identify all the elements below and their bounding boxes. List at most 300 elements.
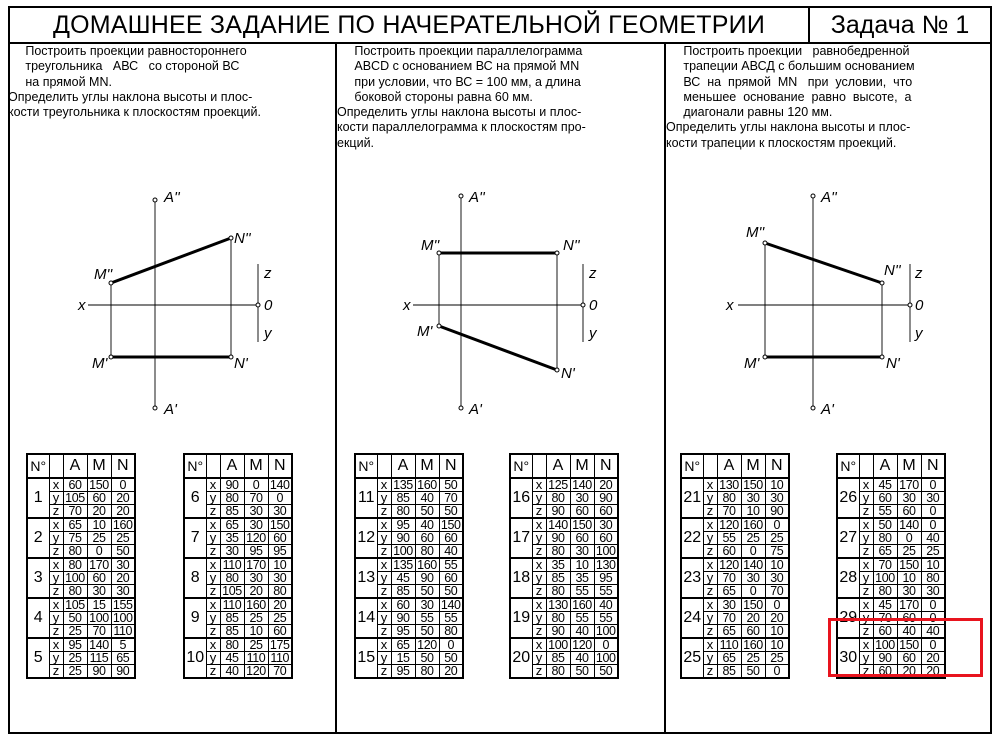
coordinate-value: 40 (570, 625, 594, 639)
coordinate-value: 30 (570, 545, 594, 559)
coordinate-value: 20 (594, 478, 618, 492)
coordinate-value: 25 (87, 532, 111, 545)
coordinate-value: 70 (717, 572, 741, 585)
axis-label: z (859, 585, 873, 599)
coordinate-value: 30 (594, 518, 618, 532)
coordinate-value: 120 (570, 638, 594, 652)
axis-label: y (206, 652, 220, 665)
column-header-axis (49, 454, 63, 478)
coordinate-value: 100 (63, 572, 87, 585)
coordinate-value: 60 (268, 532, 292, 545)
point-n-front (555, 251, 559, 255)
column-header-n: N (268, 454, 292, 478)
table-row (510, 558, 618, 572)
coordinate-value: 60 (87, 492, 111, 505)
table-row (27, 598, 135, 612)
label-z: z (915, 265, 923, 282)
coordinate-value: 85 (546, 652, 570, 665)
coordinate-value: 160 (570, 598, 594, 612)
axis-label: x (206, 558, 220, 572)
coordinate-value: 30 (220, 545, 244, 559)
point-a-top (459, 406, 463, 410)
variant-number: 20 (510, 638, 532, 678)
coordinate-value: 110 (111, 625, 135, 639)
axis-label: y (703, 572, 717, 585)
coordinate-value: 30 (741, 572, 765, 585)
coordinate-value: 85 (220, 612, 244, 625)
coordinate-value: 100 (873, 638, 897, 652)
variant-number: 26 (837, 478, 859, 518)
axis-label: z (532, 625, 546, 639)
coordinate-value: 50 (415, 625, 439, 639)
variant-number: 11 (355, 478, 377, 518)
coordinate-value: 70 (717, 612, 741, 625)
coordinate-value: 90 (546, 625, 570, 639)
coordinate-value: 25 (63, 625, 87, 639)
axis-label: y (49, 652, 63, 665)
coordinate-value: 60 (897, 652, 921, 665)
axis-label: y (859, 532, 873, 545)
table-row (837, 638, 945, 652)
coordinate-value: 25 (921, 545, 945, 559)
label-m2: M'' (421, 237, 440, 254)
label-origin: 0 (264, 297, 273, 314)
coordinate-value: 50 (63, 612, 87, 625)
segment-mn-front (765, 243, 882, 283)
axis-label: z (377, 505, 391, 519)
coordinate-value: 160 (741, 518, 765, 532)
label-m1: M' (92, 355, 108, 372)
column-header-number: N° (355, 454, 377, 478)
coordinate-value: 40 (439, 545, 463, 559)
coordinate-value: 45 (873, 598, 897, 612)
point-n-front (229, 236, 233, 240)
coordinate-value: 120 (717, 518, 741, 532)
coordinate-value: 30 (897, 492, 921, 505)
variants-table (183, 453, 293, 679)
point-a-top (153, 406, 157, 410)
coordinate-value: 90 (415, 572, 439, 585)
coordinate-value: 15 (391, 652, 415, 665)
coordinate-value: 70 (873, 558, 897, 572)
coordinate-value: 0 (921, 518, 945, 532)
coordinate-value: 0 (268, 492, 292, 505)
coordinate-value: 130 (594, 558, 618, 572)
table-row (681, 638, 789, 652)
coordinate-value: 0 (111, 478, 135, 492)
coordinate-value: 65 (873, 545, 897, 559)
coordinate-value: 20 (268, 598, 292, 612)
coordinate-value: 70 (87, 625, 111, 639)
coordinate-value: 80 (546, 585, 570, 599)
coordinate-value: 55 (439, 612, 463, 625)
axis-label: x (859, 558, 873, 572)
label-x: x (726, 297, 734, 314)
coordinate-value: 30 (717, 598, 741, 612)
variant-number: 21 (681, 478, 703, 518)
coordinate-value: 50 (415, 652, 439, 665)
label-a2: A'' (469, 189, 485, 206)
coordinate-value: 40 (594, 598, 618, 612)
coordinate-value: 20 (439, 665, 463, 679)
coordinate-value: 85 (391, 585, 415, 599)
table-row (355, 478, 463, 492)
variant-number: 3 (27, 558, 49, 598)
variants-table (354, 453, 464, 679)
origin-point (908, 303, 912, 307)
coordinate-value: 130 (546, 598, 570, 612)
coordinate-value: 30 (244, 518, 268, 532)
variant-number: 27 (837, 518, 859, 558)
coordinate-value: 95 (391, 665, 415, 679)
axis-label: y (206, 572, 220, 585)
variants-table (836, 453, 946, 679)
coordinate-value: 170 (244, 558, 268, 572)
coordinate-value: 60 (873, 492, 897, 505)
axis-label: y (377, 572, 391, 585)
coordinate-value: 30 (897, 585, 921, 599)
axis-label: x (703, 638, 717, 652)
coordinate-value: 25 (244, 612, 268, 625)
axis-label: z (206, 625, 220, 639)
coordinate-value: 60 (439, 532, 463, 545)
variant-number: 13 (355, 558, 377, 598)
coordinate-value: 20 (765, 612, 789, 625)
coordinate-value: 30 (111, 558, 135, 572)
coordinate-value: 65 (391, 638, 415, 652)
axis-label: y (206, 492, 220, 505)
coordinate-value: 140 (546, 518, 570, 532)
axis-label: z (377, 545, 391, 559)
label-n1: N' (886, 355, 900, 372)
axis-label: y (703, 532, 717, 545)
label-x: x (78, 297, 86, 314)
table-row (27, 558, 135, 572)
coordinate-value: 25 (268, 612, 292, 625)
coordinate-value: 90 (594, 492, 618, 505)
variants-table (509, 453, 619, 679)
column-header-a: A (63, 454, 87, 478)
axis-label: x (206, 478, 220, 492)
coordinate-value: 90 (546, 532, 570, 545)
coordinate-value: 80 (873, 585, 897, 599)
coordinate-value: 50 (439, 478, 463, 492)
segment-mn-top (439, 326, 557, 370)
variant-number: 5 (27, 638, 49, 678)
coordinate-value: 160 (111, 518, 135, 532)
coordinate-value: 10 (268, 558, 292, 572)
variant-number: 9 (184, 598, 206, 638)
coordinate-value: 60 (897, 612, 921, 625)
coordinate-value: 140 (897, 518, 921, 532)
point-m-top (437, 324, 441, 328)
coordinate-value: 80 (415, 665, 439, 679)
axis-label: x (532, 638, 546, 652)
point-n-front (880, 281, 884, 285)
coordinate-value: 80 (439, 625, 463, 639)
coordinate-value: 0 (87, 545, 111, 559)
axis-label: x (377, 558, 391, 572)
table-row (355, 558, 463, 572)
axis-label: x (377, 598, 391, 612)
label-a1: A' (469, 401, 482, 418)
coordinate-value: 95 (63, 638, 87, 652)
label-z: z (264, 265, 272, 282)
axis-label: z (49, 585, 63, 599)
coordinate-value: 0 (921, 505, 945, 519)
coordinate-value: 105 (63, 598, 87, 612)
coordinate-value: 10 (897, 572, 921, 585)
coordinate-value: 55 (439, 558, 463, 572)
variant-number: 4 (27, 598, 49, 638)
column-header-m: M (897, 454, 921, 478)
point-a-front (459, 194, 463, 198)
axis-label: y (377, 612, 391, 625)
table-row (510, 478, 618, 492)
label-y: y (589, 325, 597, 342)
coordinate-value: 10 (765, 625, 789, 639)
coordinate-value: 155 (111, 598, 135, 612)
axis-label: x (49, 638, 63, 652)
point-m-top (763, 355, 767, 359)
coordinate-value: 55 (873, 505, 897, 519)
coordinate-value: 110 (268, 652, 292, 665)
axis-label: z (49, 545, 63, 559)
coordinate-value: 25 (765, 652, 789, 665)
coordinate-value: 80 (391, 505, 415, 519)
coordinate-value: 30 (111, 585, 135, 599)
coordinate-value: 0 (439, 638, 463, 652)
coordinate-value: 50 (415, 585, 439, 599)
coordinate-value: 65 (63, 518, 87, 532)
coordinate-value: 65 (717, 625, 741, 639)
coordinate-value: 85 (220, 505, 244, 519)
coordinate-value: 5 (111, 638, 135, 652)
axis-label: z (49, 625, 63, 639)
coordinate-value: 60 (741, 625, 765, 639)
axis-label: y (859, 492, 873, 505)
table-row (355, 598, 463, 612)
axis-label: x (49, 598, 63, 612)
coordinate-value: 20 (921, 652, 945, 665)
column-header-number: N° (27, 454, 49, 478)
coordinate-value: 85 (717, 665, 741, 679)
variant-number: 2 (27, 518, 49, 558)
coordinate-value: 80 (717, 492, 741, 505)
coordinate-value: 150 (570, 518, 594, 532)
axis-label: y (49, 572, 63, 585)
axis-label: y (532, 612, 546, 625)
axis-label: y (49, 532, 63, 545)
table-row (681, 518, 789, 532)
axis-label: z (377, 625, 391, 639)
axis-label: y (532, 652, 546, 665)
variant-number: 19 (510, 598, 532, 638)
coordinate-value: 90 (220, 478, 244, 492)
coordinate-value: 60 (717, 545, 741, 559)
axis-label: z (859, 625, 873, 639)
coordinate-value: 20 (244, 585, 268, 599)
coordinate-value: 60 (63, 478, 87, 492)
coordinate-value: 70 (873, 612, 897, 625)
column-header-m: M (415, 454, 439, 478)
coordinate-value: 95 (244, 545, 268, 559)
coordinate-value: 85 (220, 625, 244, 639)
label-m2: M'' (94, 266, 113, 283)
coordinate-value: 30 (244, 505, 268, 519)
coordinate-value: 60 (594, 505, 618, 519)
coordinate-value: 30 (244, 572, 268, 585)
axis-label: x (532, 598, 546, 612)
origin-point (581, 303, 585, 307)
coordinate-value: 120 (244, 665, 268, 679)
axis-label: x (703, 478, 717, 492)
coordinate-value: 60 (415, 532, 439, 545)
axis-label: z (377, 585, 391, 599)
coordinate-value: 70 (439, 492, 463, 505)
column-header-axis (703, 454, 717, 478)
coordinate-value: 80 (220, 638, 244, 652)
coordinate-value: 25 (741, 652, 765, 665)
point-n-top (229, 355, 233, 359)
coordinate-value: 40 (220, 665, 244, 679)
coordinate-value: 90 (87, 665, 111, 679)
table-row (681, 478, 789, 492)
coordinate-value: 70 (244, 492, 268, 505)
table-row (510, 598, 618, 612)
coordinate-value: 20 (741, 612, 765, 625)
axis-label: y (49, 612, 63, 625)
coordinate-value: 115 (87, 652, 111, 665)
segment-mn-front (111, 238, 231, 283)
axis-label: z (532, 545, 546, 559)
axis-label: x (532, 558, 546, 572)
table-row (184, 638, 292, 652)
coordinate-value: 55 (415, 612, 439, 625)
coordinate-value: 40 (415, 518, 439, 532)
coordinate-value: 30 (87, 585, 111, 599)
coordinate-value: 135 (391, 478, 415, 492)
coordinate-value: 40 (921, 532, 945, 545)
coordinate-value: 125 (546, 478, 570, 492)
coordinate-value: 30 (765, 492, 789, 505)
axis-label: x (703, 558, 717, 572)
coordinate-value: 60 (570, 532, 594, 545)
coordinate-value: 70 (63, 505, 87, 519)
coordinate-value: 10 (765, 558, 789, 572)
axis-label: y (859, 572, 873, 585)
coordinate-value: 10 (244, 625, 268, 639)
coordinate-value: 20 (897, 665, 921, 679)
coordinate-value: 95 (594, 572, 618, 585)
axis-label: z (703, 505, 717, 519)
coordinate-value: 20 (87, 505, 111, 519)
column-header-a: A (717, 454, 741, 478)
column-header-n: N (594, 454, 618, 478)
axis-label: x (703, 518, 717, 532)
label-n2: N'' (884, 262, 901, 279)
coordinate-value: 30 (741, 492, 765, 505)
label-a1: A' (821, 401, 834, 418)
table-row (184, 558, 292, 572)
coordinate-value: 25 (741, 532, 765, 545)
point-n-top (555, 368, 559, 372)
coordinate-value: 75 (765, 545, 789, 559)
column-header-n: N (765, 454, 789, 478)
column-header-axis (206, 454, 220, 478)
coordinate-value: 95 (391, 625, 415, 639)
coordinate-value: 65 (717, 652, 741, 665)
coordinate-value: 40 (570, 652, 594, 665)
label-z: z (589, 265, 597, 282)
axis-label: x (206, 638, 220, 652)
variants-table (26, 453, 136, 679)
column-header-m: M (570, 454, 594, 478)
label-a2: A'' (164, 189, 180, 206)
variant-number: 30 (837, 638, 859, 678)
table-row (510, 638, 618, 652)
coordinate-value: 45 (220, 652, 244, 665)
coordinate-value: 60 (897, 505, 921, 519)
label-n2: N'' (563, 237, 580, 254)
coordinate-value: 10 (765, 638, 789, 652)
origin-point (256, 303, 260, 307)
label-a1: A' (164, 401, 177, 418)
column-header-m: M (741, 454, 765, 478)
variant-number: 16 (510, 478, 532, 518)
coordinate-value: 120 (415, 638, 439, 652)
variant-number: 14 (355, 598, 377, 638)
coordinate-value: 80 (921, 572, 945, 585)
coordinate-value: 45 (873, 478, 897, 492)
coordinate-value: 45 (391, 572, 415, 585)
coordinate-value: 80 (63, 558, 87, 572)
coordinate-value: 60 (594, 532, 618, 545)
column-header-axis (859, 454, 873, 478)
coordinate-value: 70 (717, 505, 741, 519)
axis-label: y (377, 532, 391, 545)
coordinate-value: 55 (570, 612, 594, 625)
axis-label: x (377, 638, 391, 652)
point-m-top (109, 355, 113, 359)
coordinate-value: 10 (87, 518, 111, 532)
coordinate-value: 135 (391, 558, 415, 572)
coordinate-value: 10 (765, 478, 789, 492)
axis-label: z (49, 665, 63, 679)
coordinate-value: 160 (244, 598, 268, 612)
coordinate-value: 50 (111, 545, 135, 559)
task-1-drawing (0, 180, 326, 420)
coordinate-value: 150 (741, 478, 765, 492)
label-n1: N' (561, 365, 575, 382)
label-m1: M' (417, 323, 433, 340)
variant-number: 23 (681, 558, 703, 598)
axis-label: y (206, 612, 220, 625)
coordinate-value: 95 (391, 518, 415, 532)
coordinate-value: 25 (897, 545, 921, 559)
coordinate-value: 35 (570, 572, 594, 585)
coordinate-value: 100 (873, 572, 897, 585)
coordinate-value: 55 (594, 585, 618, 599)
column-header-a: A (220, 454, 244, 478)
coordinate-value: 75 (63, 532, 87, 545)
table-row (837, 518, 945, 532)
coordinate-value: 170 (897, 598, 921, 612)
coordinate-value: 20 (111, 505, 135, 519)
variant-number: 17 (510, 518, 532, 558)
coordinate-value: 30 (765, 572, 789, 585)
coordinate-value: 0 (741, 545, 765, 559)
